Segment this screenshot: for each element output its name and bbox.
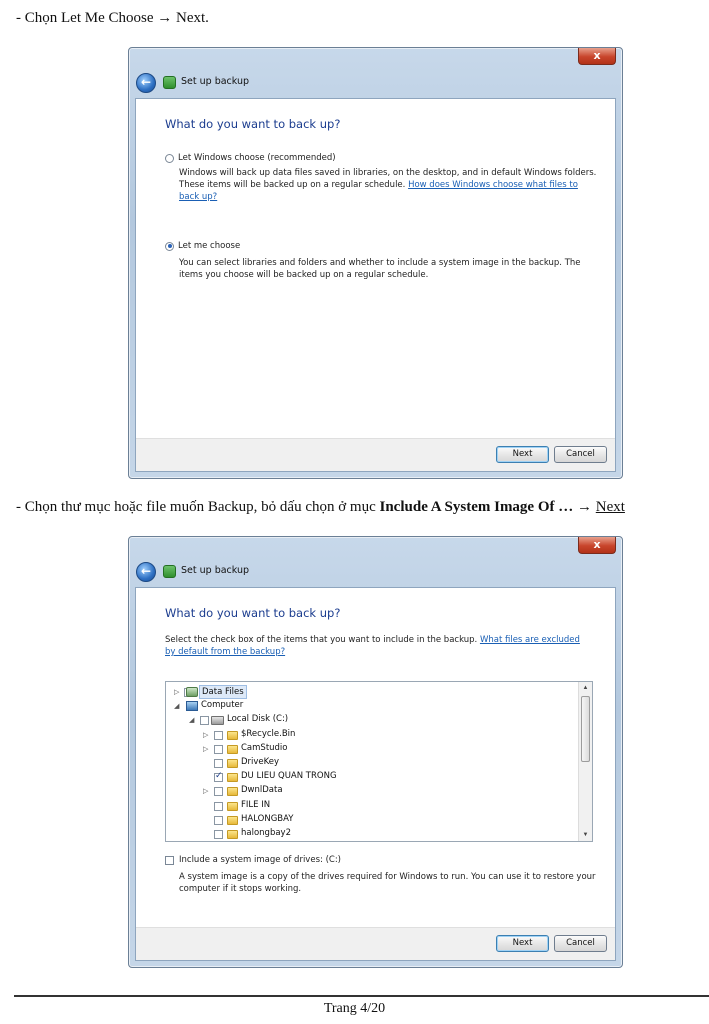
tree-item-folder[interactable] <box>166 728 578 742</box>
option-let-windows-choose[interactable] <box>165 152 336 164</box>
wizard-content <box>135 587 616 961</box>
page-heading: What do you want to back up? <box>165 606 341 620</box>
folder-icon <box>227 745 238 754</box>
checkbox[interactable] <box>214 830 223 839</box>
back-arrow-icon[interactable]: ← <box>136 562 156 582</box>
instruction-text: - Chọn thư mục hoặc file muốn Backup, bỏ dấu chọn ở mục <box>16 499 380 515</box>
instruction <box>165 634 585 658</box>
checkbox[interactable] <box>214 731 223 740</box>
radio-button[interactable] <box>165 154 174 163</box>
backup-icon <box>163 565 176 578</box>
collapse-arrow-icon[interactable]: ◢ <box>189 716 195 725</box>
tree-label: DwnlData <box>241 785 283 796</box>
help-link[interactable]: How does Windows choose what files to back up? <box>179 180 578 202</box>
option-description: You can select libraries and folders and whether to include a system image in the backup. The items you choose will be backed up on a regular schedule. <box>179 258 581 280</box>
tree-item-folder[interactable] <box>166 756 578 770</box>
page-heading: What do you want to back up? <box>165 117 341 131</box>
title-bar <box>135 559 616 585</box>
setup-backup-window-1 <box>128 47 623 479</box>
system-image-label: Include a system image of drives: (C:) <box>179 855 341 865</box>
checkbox-checked[interactable] <box>214 773 223 782</box>
option-desc-text: Windows will back up data files saved in libraries, on the desktop, and in default Windows folders. These items will be backed up on a regular schedule. <box>179 168 597 190</box>
instruction-bold: Include A System Image Of … <box>379 499 574 515</box>
expand-arrow-icon[interactable]: ▷ <box>203 730 209 739</box>
tree-item-data-files[interactable] <box>166 685 578 699</box>
expand-arrow-icon[interactable]: ▷ <box>203 787 209 796</box>
folder-icon <box>227 830 238 839</box>
scroll-up-icon[interactable]: ▲ <box>582 685 589 691</box>
tree-label: Computer <box>201 700 244 711</box>
wizard-footer <box>136 438 615 471</box>
title-bar <box>135 70 616 96</box>
tree-label: DU LIEU QUAN TRONG <box>241 771 337 782</box>
tree-item-folder[interactable] <box>166 799 578 813</box>
tree-label: halongbay2 <box>241 827 291 838</box>
data-files-icon <box>186 687 198 697</box>
checkbox[interactable] <box>214 759 223 768</box>
page-number: Trang 4/20 <box>323 1001 386 1016</box>
checkbox[interactable] <box>214 745 223 754</box>
cancel-button[interactable]: Cancel <box>554 446 607 463</box>
arrow-text: → <box>573 499 596 515</box>
instruction-line-2 <box>16 499 625 516</box>
tree-item-local-disk[interactable] <box>166 713 578 727</box>
tree-label: Data Files <box>199 685 247 699</box>
wizard-content <box>135 98 616 472</box>
folder-icon <box>227 759 238 768</box>
setup-backup-window-2 <box>128 536 623 968</box>
tree-label: FILE IN <box>241 799 271 810</box>
option-label: Let Windows choose (recommended) <box>178 153 336 163</box>
folder-icon <box>227 816 238 825</box>
wizard-footer <box>136 927 615 960</box>
checkbox[interactable] <box>214 816 223 825</box>
tree-item-folder[interactable] <box>166 813 578 827</box>
next-button[interactable]: Next <box>496 446 549 463</box>
backup-tree[interactable] <box>165 681 593 842</box>
radio-button-selected[interactable] <box>165 242 174 251</box>
back-arrow-icon[interactable]: ← <box>136 73 156 93</box>
backup-icon <box>163 76 176 89</box>
tree-item-folder[interactable] <box>166 827 578 841</box>
expand-arrow-icon[interactable]: ▷ <box>203 744 209 753</box>
tree-item-folder[interactable] <box>166 742 578 756</box>
close-button[interactable]: x <box>578 48 616 65</box>
footer-rule <box>14 995 709 997</box>
system-image-description: A system image is a copy of the drives required for Windows to run. You can use it to restore your computer if it stops working. <box>179 872 596 894</box>
system-image-option[interactable] <box>165 854 341 866</box>
next-button[interactable]: Next <box>496 935 549 952</box>
tree-item-computer[interactable] <box>166 699 578 713</box>
folder-icon <box>227 802 238 811</box>
option-label: Let me choose <box>178 241 241 251</box>
vertical-scrollbar[interactable] <box>578 682 592 841</box>
expand-arrow-icon[interactable]: ▷ <box>174 688 180 696</box>
checkbox[interactable] <box>214 787 223 796</box>
close-button[interactable]: x <box>578 537 616 554</box>
excluded-files-link[interactable]: What files are excluded by default from the backup? <box>165 635 580 657</box>
window-title: Set up backup <box>181 76 250 87</box>
checkbox[interactable] <box>214 802 223 811</box>
cancel-button[interactable]: Cancel <box>554 935 607 952</box>
tree-label: CamStudio <box>241 742 288 753</box>
collapse-arrow-icon[interactable]: ◢ <box>174 702 180 711</box>
drive-icon <box>211 716 224 725</box>
system-image-checkbox[interactable] <box>165 856 174 865</box>
next-text: Next <box>595 499 625 515</box>
scroll-thumb[interactable] <box>581 696 590 762</box>
window-title: Set up backup <box>181 565 250 576</box>
checkbox[interactable] <box>200 716 209 725</box>
tree-label: HALONGBAY <box>241 813 294 824</box>
folder-icon <box>227 731 238 740</box>
folder-icon <box>227 773 238 782</box>
option-description <box>179 167 599 203</box>
option-let-me-choose[interactable] <box>165 240 240 252</box>
instruction-line-1: - Chọn Let Me Choose → Next. <box>16 10 209 26</box>
scroll-down-icon[interactable]: ▼ <box>582 832 589 838</box>
tree-item-folder[interactable] <box>166 784 578 798</box>
computer-icon <box>186 701 198 711</box>
instruction-text: Select the check box of the items that you want to include in the backup. <box>165 635 480 645</box>
tree-label: $Recycle.Bin <box>241 728 296 739</box>
tree-item-folder[interactable] <box>166 770 578 784</box>
tree-label: Local Disk (C:) <box>227 714 289 725</box>
tree-label: DriveKey <box>241 756 280 767</box>
folder-icon <box>227 787 238 796</box>
